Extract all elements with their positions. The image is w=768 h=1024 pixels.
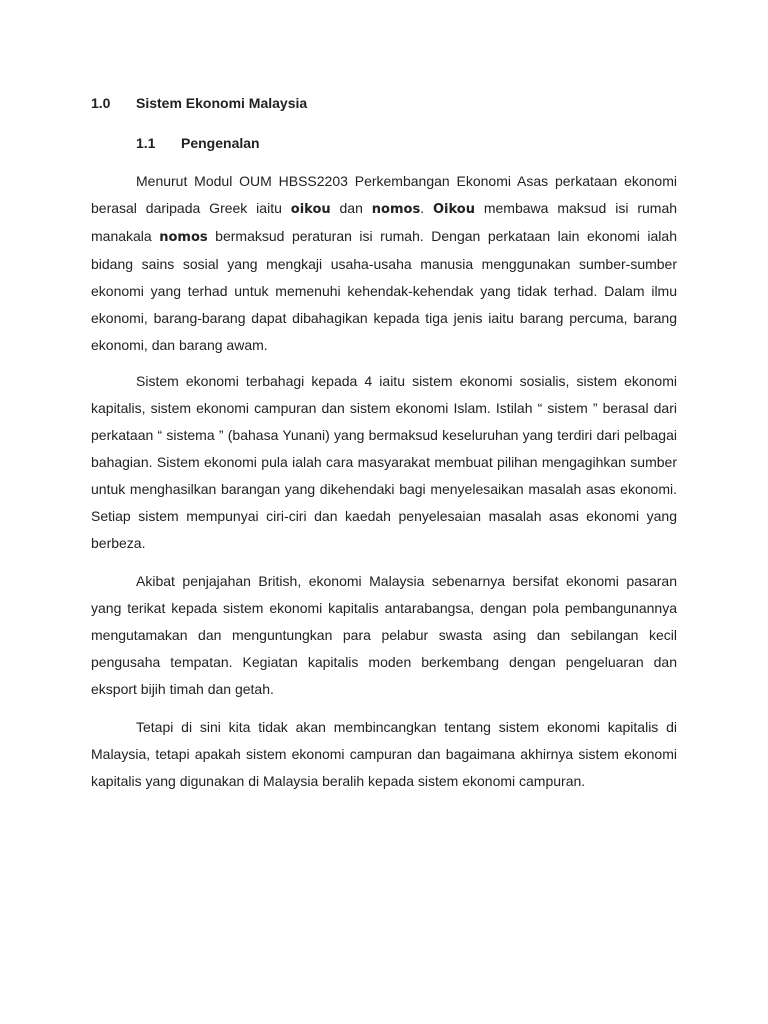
subsection-number: 1.1 [136,135,156,151]
term-nomos: nomos [371,202,421,217]
term-oikou-2: Oikou [432,202,475,217]
section-title: Sistem Ekonomi Malaysia [136,95,308,111]
paragraph-1-text-3: . [420,200,433,216]
paragraph-1 [91,168,677,359]
subsection-title: Pengenalan [181,135,260,151]
paragraph-2: Sistem ekonomi terbahagi kepada 4 iaitu sistem ekonomi sosialis, sistem ekonomi kapitalis, sistem ekonomi campuran dan sistem ekonomi Islam. Istilah “ sistem ” berasal dari perkataan “ sistema ” (bahasa Yunani) yang bermaksud keseluruhan yang terdiri dari pelbagai bahagian. Sistem ekonomi pula ialah cara masyarakat membuat pilihan mengagihkan sumber untuk menghasilkan barangan yang dikehendaki bagi menyelesaikan masalah asas ekonomi. Setiap sistem mempunyai ciri-ciri dan kaedah penyelesaian masalah asas ekonomi yang berbeza. [91,373,677,551]
paragraph-4: Tetapi di sini kita tidak akan membincangkan tentang sistem ekonomi kapitalis di Malaysia, tetapi apakah sistem ekonomi campuran dan bagaimana akhirnya sistem ekonomi kapitalis yang digunakan di Malaysia beralih kepada sistem ekonomi campuran. [91,719,677,789]
term-nomos-2: nomos [159,230,208,245]
paragraph-3: Akibat penjajahan British, ekonomi Malaysia sebenarnya bersifat ekonomi pasaran yang terikat kepada sistem ekonomi kapitalis antarabangsa, dengan pola pembangunannya mengutamakan dan menguntungkan para pelabur swasta asing dan sebilangan kecil pengusaha tempatan. Kegiatan kapitalis moden berkembang dengan pengeluaran dan eksport bijih timah dan getah. [91,573,677,697]
paragraph-1-text-5: bermaksud peraturan isi rumah. Dengan perkataan lain ekonomi ialah bidang sains sosial yang mengkaji usaha-usaha manusia menggunakan sumber-sumber ekonomi yang terhad untuk memenuhi kehendak-kehendak yang tidak terhad. Dalam ilmu ekonomi, barang-barang dapat dibahagikan kepada tiga jenis iaitu barang percuma, barang ekonomi, dan barang awam. [91,228,677,353]
paragraph-1-text-2: dan [330,200,372,216]
term-oikou: oikou [290,202,331,217]
section-number: 1.0 [91,95,111,111]
paragraph-1-text-1: Menurut Modul OUM HBSS2203 Perkembangan Ekonomi Asas perkataan ekonomi berasal daripada Greek iaitu [91,173,677,216]
paragraph-1-text-4: membawa maksud isi rumah manakala [91,200,678,244]
